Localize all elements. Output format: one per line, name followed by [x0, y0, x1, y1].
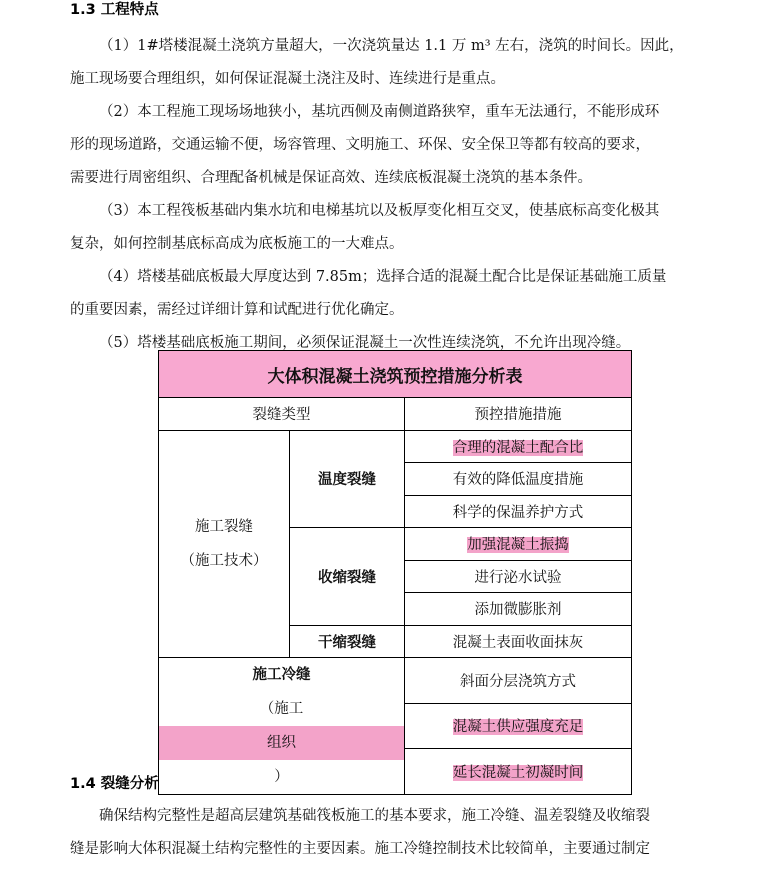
- paragraph-2: [70, 96, 712, 195]
- measure-cell: 进行泌水试验: [405, 560, 632, 593]
- measure-cell: [405, 528, 632, 561]
- measure-cell: 有效的降低温度措施: [405, 463, 632, 496]
- measure-text: 合理的混凝土配合比: [452, 439, 584, 456]
- text-line: （4）塔楼基础底板最大厚度达到 7.85m；选择合适的混凝土配合比是保证基础施工质量: [99, 269, 667, 285]
- measure-cell: [405, 430, 632, 463]
- group-sublabel: （施工技术）: [180, 552, 268, 569]
- dry-crack-label: 干缩裂缝: [290, 625, 405, 658]
- header-crack-type: 裂缝类型: [159, 398, 405, 431]
- group-label: 施工裂缝: [195, 518, 253, 535]
- text-line: （2）本工程施工现场场地狭小，基坑西侧及南侧道路狭窄，重车无法通行，不能形成环: [99, 104, 660, 120]
- measure-text: 加强混凝土振捣: [467, 537, 569, 554]
- section-heading-1-4: 1.4 裂缝分析: [70, 776, 159, 792]
- measure-text: 混凝土供应强度充足: [452, 719, 584, 736]
- text-line: 的重要因素，需经过详细计算和试配进行优化确定。: [70, 302, 404, 318]
- table-title: [159, 351, 632, 398]
- text-line: 确保结构完整性是超高层建筑基础筏板施工的基本要求，施工冷缝、温差裂缝及收缩裂: [99, 808, 650, 824]
- measure-cell: [405, 703, 632, 749]
- group-label: 施工冷缝: [252, 667, 311, 683]
- section-heading-1-3: 1.3 工程特点: [70, 2, 159, 18]
- text-line: 缝是影响大体积混凝土结构完整性的主要因素。施工冷缝控制技术比较简单，主要通过制定: [70, 841, 650, 857]
- sublabel-part: ）: [274, 769, 289, 785]
- paragraph-analysis: [70, 800, 712, 866]
- group-sublabel: [159, 692, 404, 794]
- shrink-crack-label: 收缩裂缝: [290, 528, 405, 626]
- measure-cell: 混凝土表面收面抹灰: [405, 625, 632, 658]
- text-line: 形的现场道路，交通运输不便，场容管理、文明施工、环保、安全保卫等都有较高的要求，: [70, 137, 650, 153]
- paragraph-1: [70, 30, 712, 96]
- text-line: 施工现场要合理组织，如何保证混凝土浇注及时、连续进行是重点。: [70, 71, 505, 87]
- header-measures: 预控措施措施: [405, 398, 632, 431]
- text-line: （3）本工程筏板基础内集水坑和电梯基坑以及板厚变化相互交叉，使基底标高变化极其: [99, 203, 660, 219]
- sublabel-part: （施工: [259, 701, 304, 717]
- temp-crack-label: 温度裂缝: [290, 430, 405, 528]
- measure-text: 延长混凝土初凝时间: [452, 765, 584, 782]
- measure-cell: [405, 749, 632, 795]
- text-line: （1）1#塔楼混凝土浇筑方量超大，一次浇筑量达 1.1 万 m³ 左右，浇筑的时间长。因此，: [99, 38, 684, 54]
- measure-cell: 科学的保温养护方式: [405, 495, 632, 528]
- group-construction-crack: [159, 430, 290, 658]
- section-1-4-body: [70, 800, 712, 866]
- section-1-3-body: [70, 30, 712, 360]
- crack-prevention-table: [158, 350, 632, 795]
- paragraph-3: [70, 195, 712, 261]
- group-cold-joint: [159, 658, 405, 795]
- sublabel-highlight: 组织: [159, 726, 404, 760]
- paragraph-4: [70, 261, 712, 327]
- text-line: 需要进行周密组织、合理配备机械是保证高效、连续底板混凝土浇筑的基本条件。: [70, 170, 592, 186]
- text-line: （5）塔楼基础底板施工期间，必须保证混凝土一次性连续浇筑，不允许出现冷缝。: [99, 335, 631, 351]
- table-title-text: 大体积混凝土浇筑预控措施分析表: [267, 366, 523, 387]
- text-line: 复杂，如何控制基底标高成为底板施工的一大难点。: [70, 236, 404, 252]
- measure-cell: 斜面分层浇筑方式: [405, 658, 632, 704]
- measure-cell: 添加微膨胀剂: [405, 593, 632, 626]
